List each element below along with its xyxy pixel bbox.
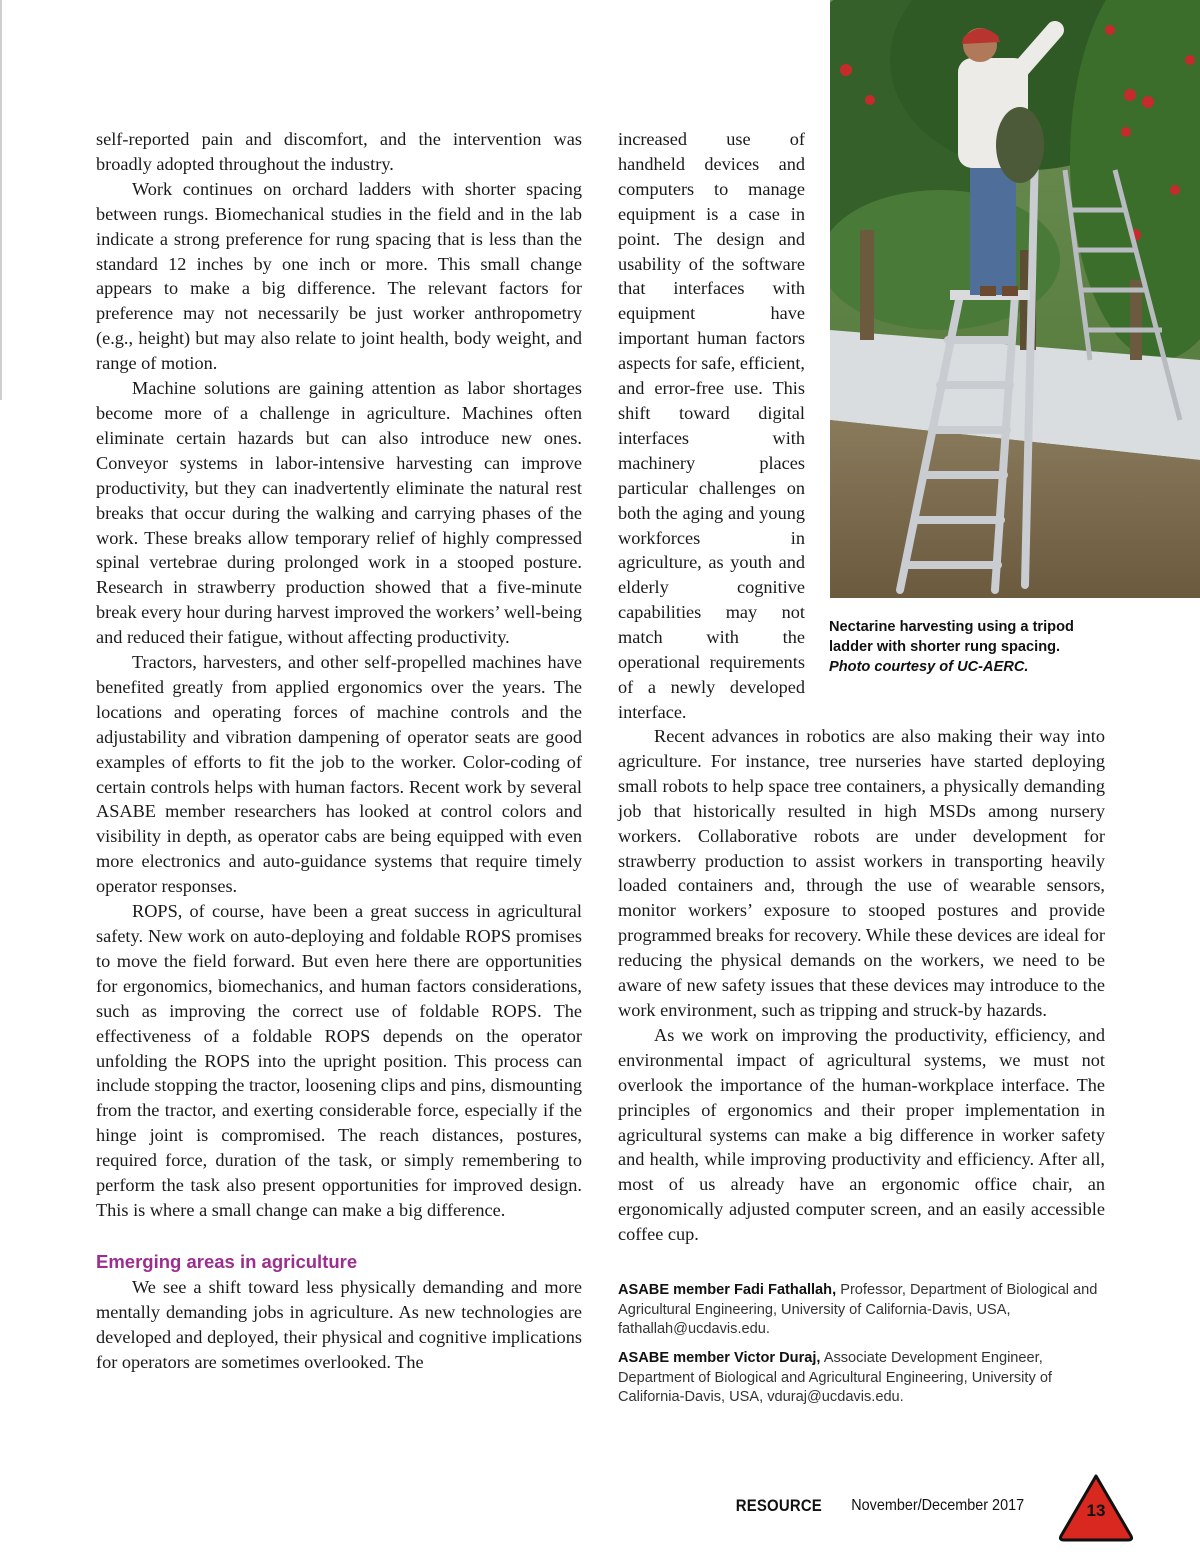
author-bio <box>618 1349 1108 1408</box>
author-name: ASABE member Fadi Fathallah, <box>618 1282 837 1298</box>
page-number: 13 <box>1086 1501 1106 1520</box>
author-name: ASABE member Victor Duraj, <box>618 1350 821 1366</box>
caption-text: Nectarine harvesting using a tripod ladder with shorter rung spacing. <box>829 619 1074 655</box>
page-footer <box>600 1496 1030 1520</box>
paragraph: Work continues on orchard ladders with shorter spacing between rungs. Biomechanical studies in the field and in the lab indicate a strong preference for rung spacing that is less than the standard 12 inches by one inch or more. This small change appears to make a big difference. The relevant factors for preference may not necessarily be just worker anthropometry (e.g., height) but may also relate to joint health, body weight, and range of motion. <box>96 178 582 374</box>
photo-caption <box>829 617 1119 677</box>
paragraph: self-reported pain and discomfort, and the intervention was broadly adopted throughout the industry. <box>96 129 582 174</box>
nectarine-harvest-photo <box>830 0 1200 598</box>
article-column-right-narrow <box>618 127 805 725</box>
warning-triangle-icon <box>1057 1472 1135 1542</box>
paragraph: Tractors, harvesters, and other self-propelled machines have benefited greatly from applied ergonomics over the years. The locations and operating forces of machine controls and the adjustability and vibration dampening of operator seats are good examples of efforts to fit the job to the worker. Color-coding of certain controls helps with human factors. Recent work by several ASABE member researchers has looked at control colors and visibility in depth, as operator cabs are being equipped with even more electronics and auto-guidance systems that require timely operator responses. <box>96 652 582 897</box>
section-heading: Emerging areas in agriculture <box>96 1250 358 1272</box>
orchard-illustration <box>830 0 1200 598</box>
page-edge-mark <box>0 0 2 400</box>
paragraph: ROPS, of course, have been a great success in agricultural safety. New work on auto-deploying and foldable ROPS promises to move the field forward. But even here there are opportunities for ergonomics, biomechanics, and human factors considerations, such as improving the correct use of foldable ROPS. The effectiveness of a foldable ROPS depends on the operator unfolding the ROPS into the upright position. This process can include stopping the tractor, loosening clips and pins, dismounting from the tractor, and exerting considerable force, especially if the hinge joint is compromised. The reach distances, postures, required force, duration of the task, or simply remembering to perform the task also present opportunities for improved design. This is where a small change can make a big difference. <box>96 901 582 1220</box>
article-column-left <box>96 127 582 1375</box>
issue-date: November/December 2017 <box>851 1497 1024 1514</box>
paragraph: As we work on improving the productivity, efficiency, and environmental impact of agricultural systems, we must not overlook the importance of the human-workplace interface. The principles of ergonomics and their proper implementation in agricultural systems can make a big difference in worker safety and health, while improving productivity and efficiency. After all, most of us already have an ergonomic office chair, an ergonomically adjusted computer screen, and an easily accessible coffee cup. <box>618 1024 1105 1245</box>
author-details: Associate Development Engineer, Department of Biological and Agricultural Engineering, University of California-Davis, USA, vduraj@ucdavis.edu. <box>618 1350 1052 1406</box>
magazine-title: RESOURCE <box>735 1496 822 1515</box>
paragraph: increased use of handheld devices and computers to manage equipment is a case in point. The design and usability of the software that interfaces with equipment have important human factors aspects for safe, efficient, and error-free use. This shift toward digital interfaces with machinery places particular challenges on both the aging and young workforces in agriculture, as youth and elderly cognitive capabilities may not match with the operational requirements of a newly developed interface. <box>618 129 805 722</box>
paragraph: We see a shift toward less physically demanding and more mentally demanding jobs in agriculture. As new technologies are developed and deployed, their physical and cognitive implications for operators are sometimes overlooked. The <box>96 1276 582 1372</box>
article-column-right-wide <box>618 724 1105 1247</box>
page-number-badge <box>1057 1472 1135 1542</box>
photo-credit: Photo courtesy of UC-AERC. <box>829 659 1029 675</box>
paragraph: Recent advances in robotics are also making their way into agriculture. For instance, tree nurseries have started deploying small robots to help space tree containers, a physically demanding job that historically resulted in high MSDs among nursery workers. Collaborative robots are under development for strawberry production to assist workers in transporting heavily loaded containers and, through the use of wearable sensors, monitor workers’ exposure to stooped postures and provide programmed breaks for recovery. While these devices are ideal for reducing the physical demands on the workers, we need to be aware of new safety issues that these devices may introduce to the work environment, such as tripping and struck-by hazards. <box>618 726 1105 1020</box>
author-bio <box>618 1281 1108 1340</box>
author-details: Professor, Department of Biological and Agricultural Engineering, University of California-Davis, USA, fathallah@ucdavis.edu. <box>618 1282 1098 1338</box>
paragraph: Machine solutions are gaining attention as labor shortages become more of a challenge in agriculture. Machines often eliminate certain hazards but can also introduce new ones. Conveyor systems in labor-intensive harvesting can improve productivity, but they can inadvertently eliminate the natural rest breaks that occur during the walking and carrying phases of the work. These breaks allow temporary relief of highly compressed spinal vertebrae during prolonged work in a stooped posture. Research in strawberry production showed that a five-minute break every hour during harvest improved the workers’ well-being and reduced their fatigue, without affecting productivity. <box>96 378 582 648</box>
